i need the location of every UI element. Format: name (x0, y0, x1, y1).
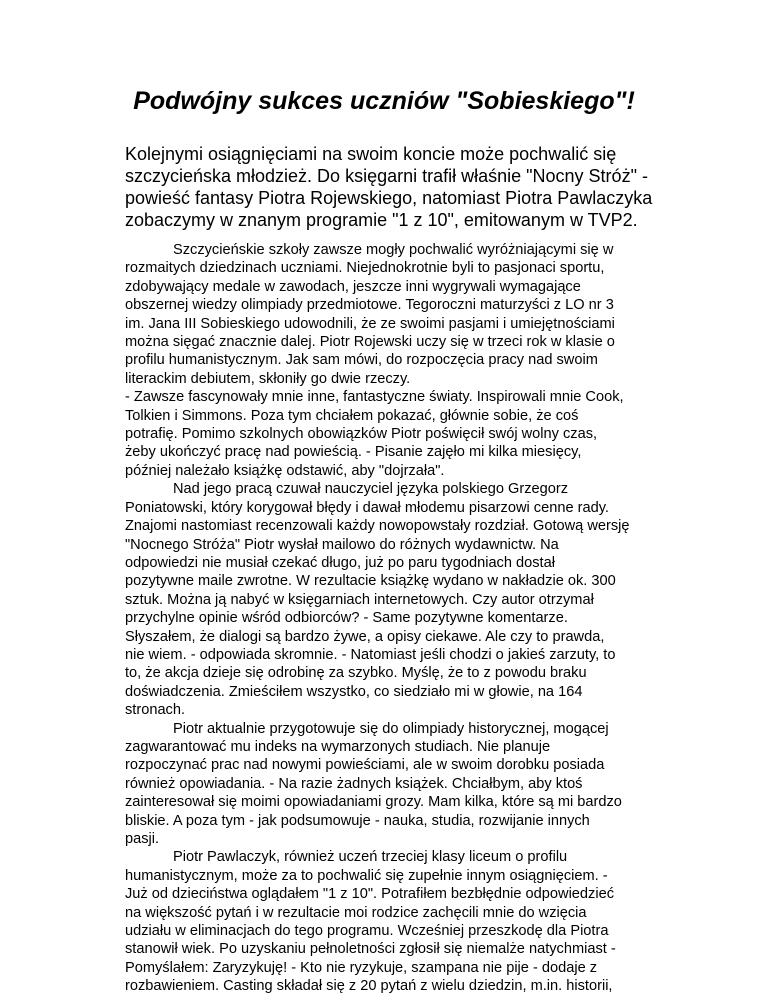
body-line: Słyszałem, że dialogi są bardzo żywe, a opisy ciekawe. Ale czy to prawda, (125, 628, 605, 645)
body-line: Piotr aktualnie przygotowuje się do olimpiady historycznej, mogącej (173, 720, 609, 737)
lead-line: Kolejnymi osiągnięciami na swoim koncie może pochwalić się (125, 144, 617, 164)
body-line: stronach. (125, 702, 186, 719)
article-lead (125, 143, 685, 231)
article-body (125, 241, 685, 994)
body-line: pasji. (125, 831, 160, 847)
body-line: "Nocnego Stróża" Piotr wysłał mailowo do różnych wydawnictw. Na (125, 536, 559, 553)
body-line: im. Jana III Sobieskiego udowodnili, że ze swoimi pasjami i umiejętnościami (125, 315, 615, 332)
body-line: Już od dzieciństwa oglądałem "1 z 10". Potrafiłem bezbłędnie odpowiedzieć (125, 886, 614, 903)
body-line: Piotr Pawlaczyk, również uczeń trzeciej klasy liceum o profilu (173, 849, 568, 866)
body-line: na większość pytań i w rezultacie moi rodzice zachęcili mnie do wzięcia (125, 904, 587, 921)
body-line: rozmaitych dziedzinach uczniami. Niejednokrotnie byli to pasjonaci sportu, (125, 260, 605, 277)
body-line: stanowił wiek. Po uzyskaniu pełnoletności zgłosił się niemalże natychmiast - (125, 941, 616, 958)
body-line: zainteresował się moimi opowiadaniami grozy. Mam kilka, które są mi bardzo (125, 794, 622, 811)
body-line: Tolkien i Simmons. Poza tym chciałem pokazać, głównie sobie, że coś (125, 407, 579, 424)
body-line: odpowiedzi nie musiał czekać długo, już po paru tygodniach dostał (125, 554, 555, 571)
body-line: rozpoczynać prac nad nowymi powieściami, ale w swoim dorobku posiada (125, 757, 605, 774)
body-line: nie wiem. - odpowiada skromnie. - Natomiast jeśli chodzi o jakieś zarzuty, to (125, 646, 616, 663)
body-line: można sięgać znacznie dalej. Piotr Rojewski uczy się w trzeci rok w klasie o (125, 334, 615, 351)
body-line: Znajomi nastomiast recenzowali każdy nowopowstały rozdział. Gotową wersję (125, 518, 630, 535)
article-title: Podwójny sukces uczniów "Sobieskiego"! (133, 87, 635, 115)
body-line: przychylne opinie wśród odbiorców? - Same pozytywne komentarze. (125, 610, 568, 627)
lead-line: szczycieńska młodzież. Do księgarni trafił właśnie "Nocny Stróż" - (125, 166, 648, 186)
body-line: pozytywne maile zwrotne. W rezultacie książkę wydano w nakładzie ok. 300 (125, 573, 616, 590)
body-line: później należało książkę odstawić, aby "dojrzała". (125, 462, 445, 479)
lead-line: powieść fantasy Piotra Rojewskiego, natomiast Piotra Pawlaczyka (125, 188, 653, 208)
body-line: profilu humanistycznym. Jak sam mówi, do rozpoczęcia pracy nad swoim (125, 352, 598, 369)
body-line: Szczycieńskie szkoły zawsze mogły pochwalić wyróżniającymi się w (173, 242, 614, 258)
body-line: Poniatowski, który korygował błędy i dawał młodemu pisarzowi cenne rady. (125, 499, 609, 516)
body-line: zdobywający medale w zawodach, jeszcze inni wygrywali wymagające (125, 278, 581, 295)
body-line: to, że akcja dzieje się odrobinę za szybko. Myślę, że to z powodu braku (125, 665, 587, 682)
body-line: zagwarantować mu indeks na wymarzonych studiach. Nie planuje (125, 738, 551, 755)
body-line: Nad jego pracą czuwał nauczyciel języka polskiego Grzegorz (173, 481, 569, 498)
body-line: potrafię. Pomimo szkolnych obowiązków Piotr poświęcił swój wolny czas, (125, 426, 598, 443)
body-line: literackim debiutem, skłoniły go dwie rzeczy. (125, 370, 411, 387)
lead-line: zobaczymy w znanym programie "1 z 10", emitowanym w TVP2. (125, 210, 638, 230)
body-line: humanistycznym, może za to pochwalić się zupełnie innym osiągnięciem. - (125, 867, 608, 884)
body-line: doświadczenia. Zmieściłem wszystko, co siedziało mi w głowie, na 164 (125, 683, 583, 700)
body-line: obszernej wiedzy olimpiady przedmiotowe. Tegoroczni maturzyści z LO nr 3 (125, 297, 614, 314)
body-line: żeby ukończyć pracę nad powieścią. - Pisanie zajęło mi kilka miesięcy, (125, 444, 582, 461)
body-line: sztuk. Można ją nabyć w księgarniach internetowych. Czy autor otrzymał (125, 591, 594, 608)
body-line: Pomyślałem: Zaryzykuję! - Kto nie ryzykuje, szampana nie pije - dodaje z (125, 959, 598, 976)
body-line: rozbawieniem. Casting składał się z 20 pytań z wielu dziedzin, m.in. historii, (125, 978, 613, 994)
body-line: również opowiadania. - Na razie żadnych książek. Chciałbym, aby ktoś (125, 775, 583, 792)
body-line: udziału w eliminacjach do tego programu. Wcześniej przeszkodę dla Piotra (125, 923, 609, 940)
body-line: bliskie. A poza tym - jak podsumowuje - nauka, studia, rozwijanie innych (125, 812, 590, 829)
body-line: - Zawsze fascynowały mnie inne, fantastyczne światy. Inspirowali mnie Cook, (125, 389, 624, 406)
